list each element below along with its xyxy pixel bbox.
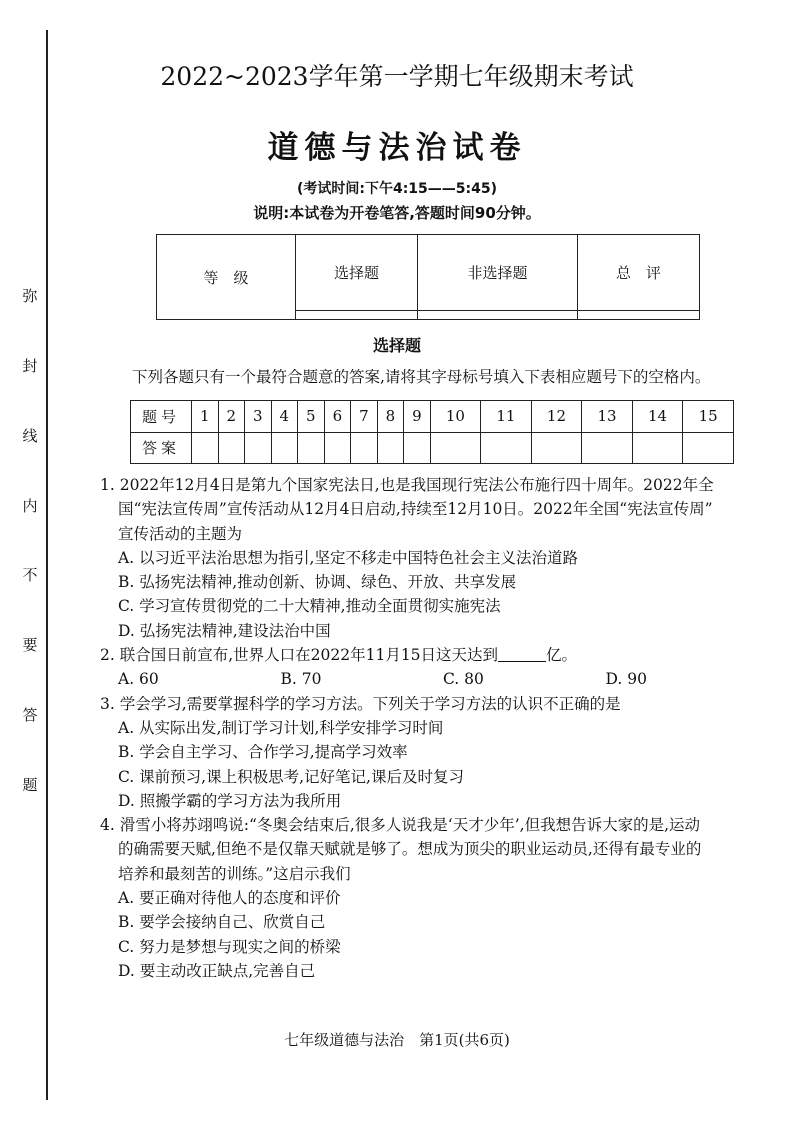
binding-char: 不 [22, 566, 38, 585]
question-number-cell: 3 [245, 401, 272, 433]
binding-char: 内 [22, 496, 38, 515]
grade-column-header: 选择题 [296, 235, 418, 311]
answer-cell[interactable] [582, 432, 633, 464]
grade-column-header: 总 评 [578, 235, 700, 311]
binding-char: 弥 [22, 287, 38, 305]
subject-title: 道德与法治试卷 [267, 130, 527, 166]
fill-in-blank[interactable] [498, 645, 546, 662]
question-option: B. 学会自主学习、合作学习,提高学习效率 [118, 743, 408, 762]
question-option: C. 努力是梦想与现实之间的桥梁 [118, 937, 341, 956]
question-stem-line: 4. 滑雪小将苏翊鸣说:“冬奥会结束后,很多人说我是‘天才少年’,但我想告诉大家的是,运动 [100, 816, 700, 835]
grade-table [156, 234, 700, 320]
grade-cell[interactable] [417, 310, 577, 319]
question-stem-line: 培养和最刻苦的训练。”这启示我们 [118, 864, 351, 883]
answer-cell[interactable] [324, 432, 351, 464]
question-number-cell: 10 [430, 401, 481, 433]
question-number-cell: 12 [531, 401, 582, 433]
question-option: A. 以习近平法治思想为指引,坚定不移走中国特色社会主义法治道路 [118, 548, 578, 567]
grade-cell[interactable] [578, 310, 700, 319]
questions [100, 473, 768, 983]
question-stem-text: 2. 联合国日前宣布,世界人口在2022年11月15日这天达到 [100, 646, 499, 665]
question-option: D. 照搬学霸的学习方法为我所用 [118, 791, 342, 810]
answer-cell[interactable] [632, 432, 683, 464]
question-stem-line: 1. 2022年12月4日是第九个国家宪法日,也是我国现行宪法公布施行四十周年。2022年全 [100, 476, 714, 494]
answer-cell[interactable] [271, 432, 298, 464]
question-option: C. 学习宣传贯彻党的二十大精神,推动全面贯彻实施宪法 [118, 597, 501, 616]
question-number-cell: 9 [404, 401, 431, 433]
question-option: D. 90 [605, 670, 647, 689]
question-number-cell: 14 [632, 401, 683, 433]
question-number-cell: 5 [298, 401, 325, 433]
binding-char: 题 [22, 775, 38, 794]
question-number-cell: 7 [351, 401, 378, 433]
answer-cell[interactable] [531, 432, 582, 464]
answer-cell[interactable] [245, 432, 272, 464]
question-option: D. 要主动改正缺点,完善自己 [118, 961, 316, 980]
binding-char: 答 [22, 706, 38, 725]
question-option: D. 弘扬宪法精神,建设法治中国 [118, 621, 331, 640]
answer-cell[interactable] [683, 432, 734, 464]
section-instruction: 下列各题只有一个最符合题意的答案,请将其字母标号填入下表相应题号下的空格内。 [132, 368, 711, 386]
binding-char: 封 [22, 356, 38, 375]
question-number-cell: 8 [377, 401, 404, 433]
answer-cell[interactable] [192, 432, 219, 464]
answer-cell[interactable] [377, 432, 404, 464]
question-stem-line: 国“宪法宣传周”宣传活动从12月4日启动,持续至12月10日。2022年全国“宪法宣传周” [118, 500, 713, 519]
question-number-cell: 2 [218, 401, 245, 433]
binding-notice [18, 285, 42, 795]
question-4 [100, 813, 768, 983]
question-number-cell: 13 [582, 401, 633, 433]
question-1 [100, 473, 768, 643]
answer-cell[interactable] [404, 432, 431, 464]
question-option: B. 弘扬宪法精神,推动创新、协调、绿色、开放、共享发展 [118, 573, 517, 592]
exam-title: 2022~2023学年第一学期七年级期末考试 [160, 62, 634, 91]
answer-table-row-label: 答案 [131, 432, 192, 464]
answer-table [130, 400, 734, 464]
question-option: A. 要正确对待他人的态度和评价 [118, 889, 341, 908]
question-stem-text: 亿。 [546, 646, 578, 665]
question-options-row [100, 667, 768, 691]
question-option: A. 从实际出发,制订学习计划,科学安排学习时间 [118, 718, 444, 737]
answer-cell[interactable] [351, 432, 378, 464]
question-number-cell: 6 [324, 401, 351, 433]
question-stem-line: 宣传活动的主题为 [118, 524, 243, 543]
question-number-cell: 4 [271, 401, 298, 433]
binding-char: 线 [22, 426, 38, 445]
grade-label: 等 级 [157, 235, 296, 320]
question-option: B. 70 [280, 670, 322, 689]
question-option: A. 60 [118, 670, 159, 689]
question-stem-line: 3. 学会学习,需要掌握科学的学习方法。下列关于学习方法的认识不正确的是 [100, 694, 621, 713]
question-option: C. 80 [443, 670, 484, 689]
question-stem-line: 的确需要天赋,但绝不是仅靠天赋就是够了。想成为顶尖的职业运动员,还得有最专业的 [118, 840, 702, 859]
grade-column-header: 非选择题 [417, 235, 577, 311]
grade-cell[interactable] [296, 310, 418, 319]
binding-char: 要 [22, 636, 38, 655]
exam-time: (考试时间:下午4:15——5:45) [296, 181, 498, 197]
question-stem-line [100, 643, 768, 667]
answer-table-row-label: 题号 [131, 401, 192, 433]
section-title: 选择题 [372, 336, 421, 355]
answer-cell[interactable] [430, 432, 481, 464]
page-footer: 七年级道德与法治 第1页(共6页) [284, 1031, 510, 1049]
question-2 [100, 643, 768, 692]
question-number-cell: 1 [192, 401, 219, 433]
question-number-cell: 11 [481, 401, 532, 433]
answer-cell[interactable] [481, 432, 532, 464]
answer-cell[interactable] [218, 432, 245, 464]
question-option: B. 要学会接纳自己、欣赏自己 [118, 913, 326, 932]
answer-cell[interactable] [298, 432, 325, 464]
exam-note: 说明:本试卷为开卷笔答,答题时间90分钟。 [253, 204, 541, 222]
question-number-cell: 15 [683, 401, 734, 433]
question-3 [100, 692, 768, 813]
question-option: C. 课前预习,课上积极思考,记好笔记,课后及时复习 [118, 767, 464, 786]
